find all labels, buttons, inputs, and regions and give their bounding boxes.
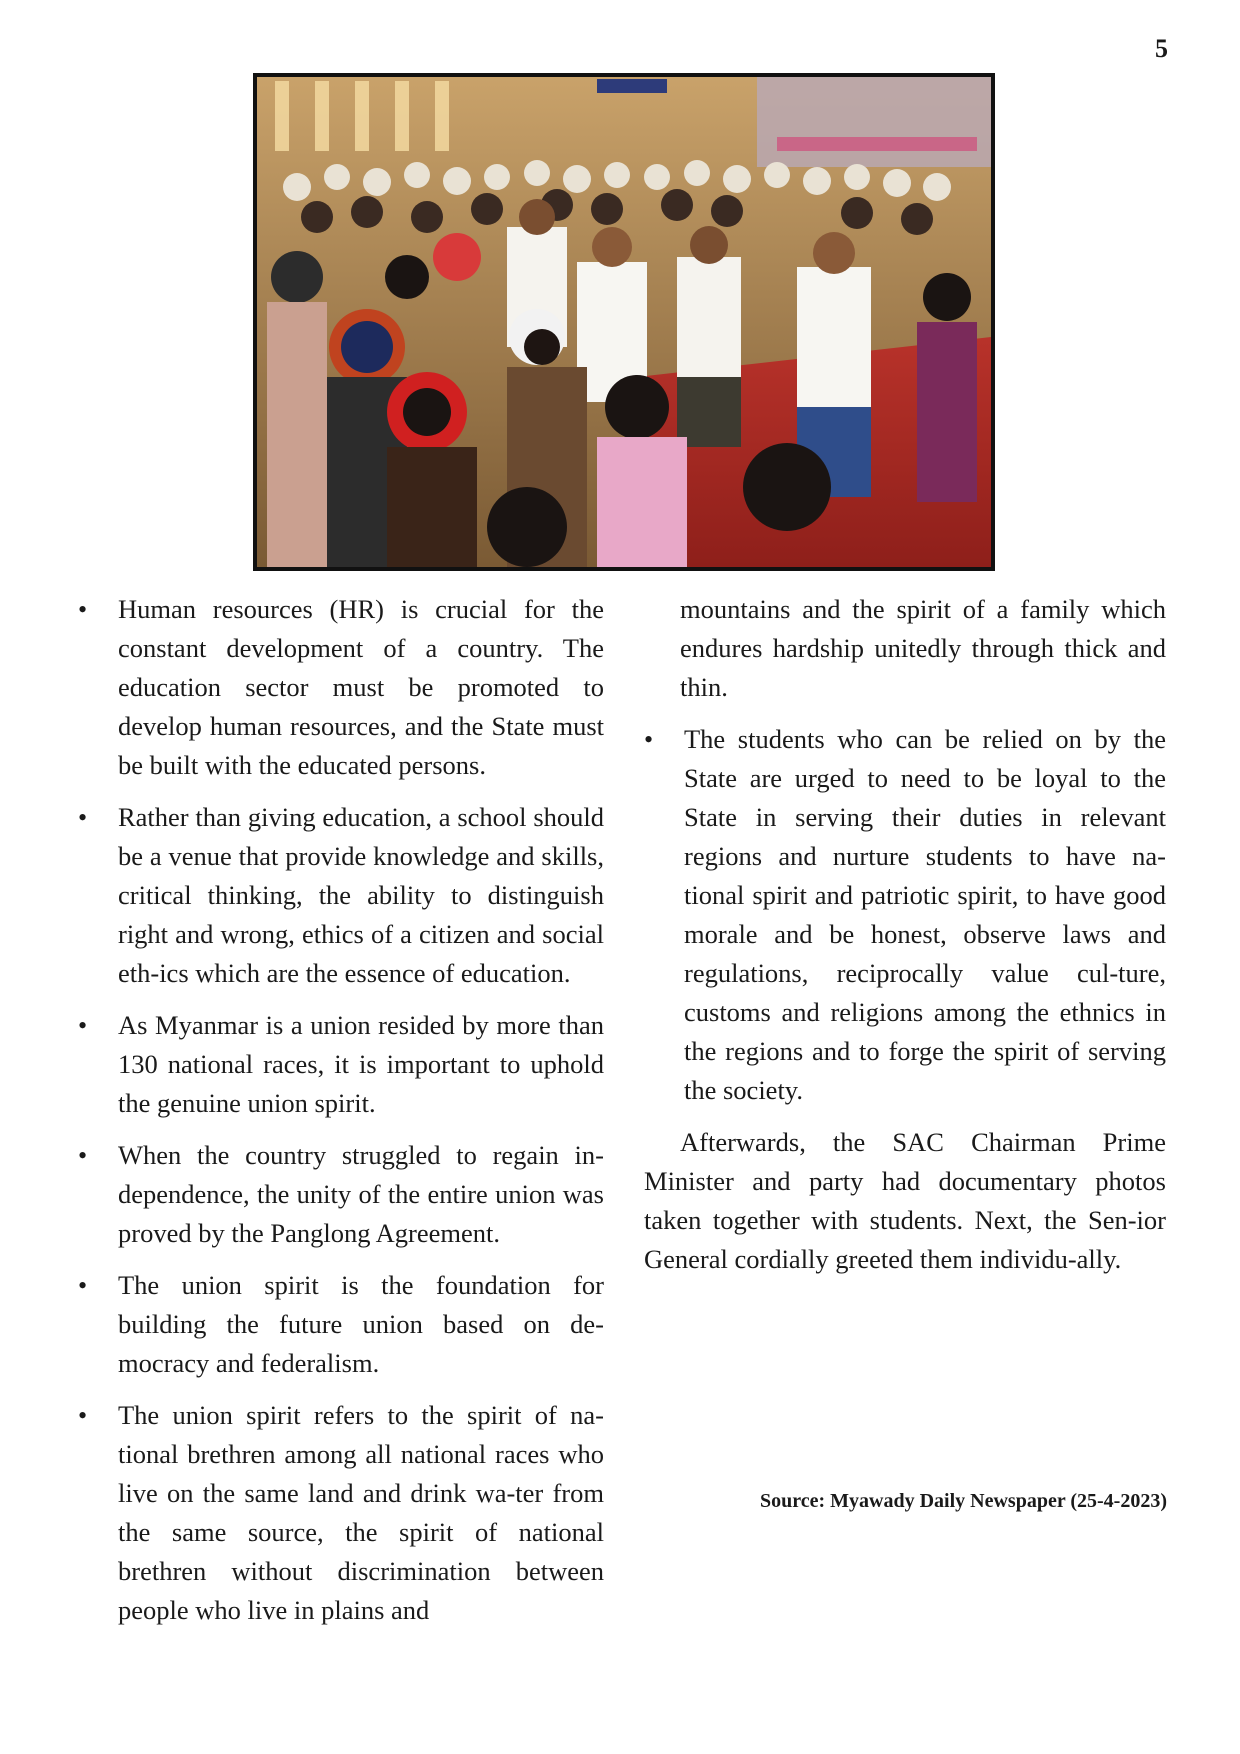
- bullet-item: • The students who can be relied on by the State are urged to need to be loyal to the State in serving their duties in relevant regions and nurture students to have na-tional spirit and patriotic spirit, to have good morale and be honest, observe laws and regulations, reciprocally value cul-ture, customs and religions among the ethnics in the regions and to forge the spirit of serving the society.: [644, 720, 1166, 1110]
- bullet-list-right: [644, 720, 1166, 1110]
- bullet-continuation: mountains and the spirit of a family which endures hardship unitedly through thick and thin.: [680, 594, 1166, 702]
- bullet-item: • Human resources (HR) is crucial for the constant development of a country. The education sector must be promoted to develop human resources, and the State must be built with the educated persons.: [78, 590, 604, 785]
- source-citation: Source: Myawady Daily Newspaper (25-4-2023): [759, 1490, 1167, 1512]
- bullet-item: • The union spirit refers to the spirit of na-tional brethren among all national races who live on the same land and drink wa-ter from the same source, the spirit of national brethren without discrimination between people who live in plains and: [78, 1396, 604, 1630]
- event-photo: [253, 73, 995, 571]
- bullet-item: • Rather than giving education, a school should be a venue that provide knowledge and skills, critical thinking, the ability to distinguish right and wrong, ethics of a citizen and social eth-ics which are the essence of education.: [78, 798, 604, 993]
- page-number: 5: [1155, 34, 1168, 63]
- closing-paragraph: Afterwards, the SAC Chairman Prime Minister and party had documentary photos taken together with students. Next, the Sen-ior General cordially greeted them individu-ally.: [644, 1127, 1166, 1274]
- left-column: [78, 590, 604, 1643]
- bullet-item: • When the country struggled to regain in-dependence, the unity of the entire union was proved by the Panglong Agreement.: [78, 1136, 604, 1253]
- bullet-list-left: [78, 590, 604, 1630]
- photo-crowd-icon: [257, 77, 991, 567]
- right-column: [644, 590, 1166, 1292]
- bullet-item: • The union spirit is the foundation for building the future union based on de-mocracy and federalism.: [78, 1266, 604, 1383]
- bullet-item: • As Myanmar is a union resided by more than 130 national races, it is important to uphold the genuine union spirit.: [78, 1006, 604, 1123]
